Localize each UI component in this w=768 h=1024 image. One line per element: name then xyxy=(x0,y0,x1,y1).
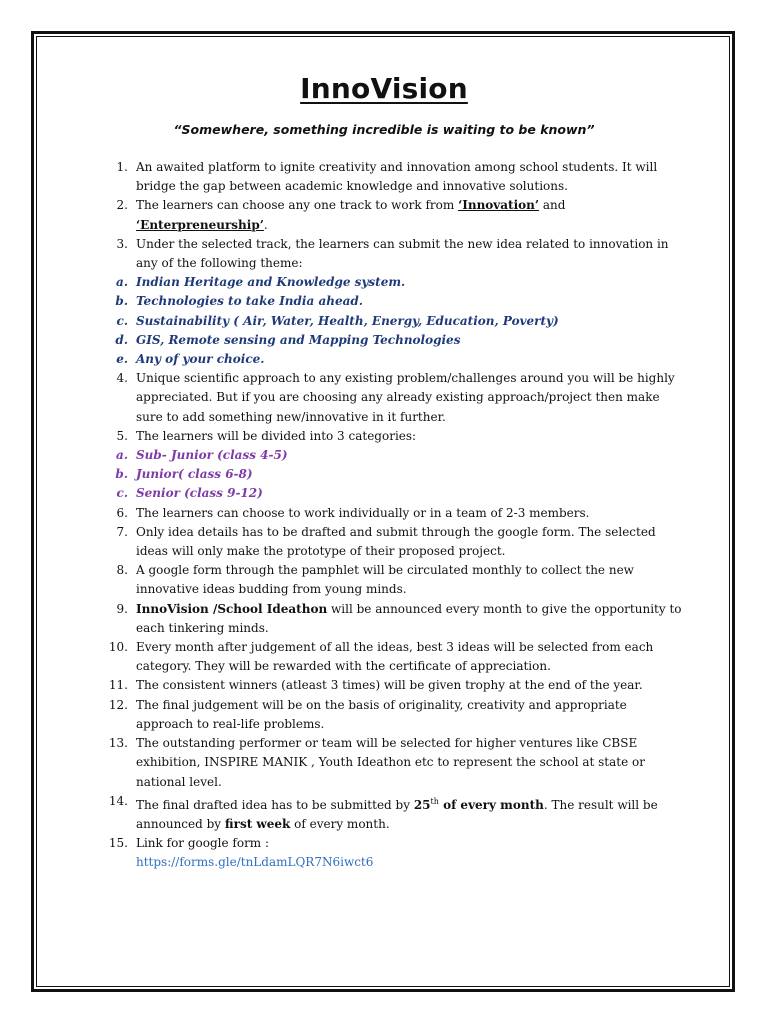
result-timing: first week xyxy=(224,816,291,831)
category-text: Senior (class 9-12) xyxy=(136,486,263,501)
ideathon-name: InnoVision /School Ideathon xyxy=(136,601,328,616)
item-text: A google form through the pamphlet will be circulated monthly to collect the new innovative ideas budding from young minds. xyxy=(136,563,634,597)
rules-list xyxy=(104,158,684,873)
list-item xyxy=(104,696,684,734)
category-item xyxy=(104,465,684,484)
list-item xyxy=(104,792,684,834)
item-number: 7. xyxy=(116,524,128,539)
theme-item xyxy=(104,312,684,331)
item-text-part: The final drafted idea has to be submitted by xyxy=(136,797,414,812)
item-text: The consistent winners (atleast 3 times) will be given trophy at the end of the year. xyxy=(136,678,643,693)
category-letter: b. xyxy=(115,467,128,482)
item-text: Under the selected track, the learners can submit the new idea related to innovation in any of the following theme: xyxy=(136,236,669,271)
item-text-part: The learners can choose any one track to work from xyxy=(136,198,459,213)
category-text: Junior( class 6-8) xyxy=(136,467,253,482)
item-text: Only idea details has to be drafted and submit through the google form. The selected ideas will only make the prototype of their proposed project. xyxy=(136,524,656,559)
category-letter: a. xyxy=(116,448,128,463)
deadline-suffix: th xyxy=(430,796,439,806)
item-text: An awaited platform to ignite creativity and innovation among school students. It will bridge the gap between academic knowledge and innovative solutions. xyxy=(136,160,658,194)
item-number: 13. xyxy=(108,736,128,751)
list-item xyxy=(104,638,684,676)
list-item xyxy=(104,834,684,872)
category-item xyxy=(104,446,684,465)
theme-item xyxy=(104,331,684,350)
theme-item xyxy=(104,273,684,292)
category-letter: c. xyxy=(116,486,128,501)
deadline-period: of every month xyxy=(438,797,544,812)
theme-item xyxy=(104,350,684,369)
list-item xyxy=(104,600,684,638)
category-item xyxy=(104,484,684,503)
item-number: 11. xyxy=(108,678,128,693)
theme-letter: b. xyxy=(115,294,128,309)
item-number: 9. xyxy=(116,601,128,616)
item-text: The final judgement will be on the basis of originality, creativity and appropriate approach to real-life problems. xyxy=(136,697,627,731)
list-item xyxy=(104,504,684,523)
item-text: Every month after judgement of all the ideas, best 3 ideas will be selected from each category. They will be rewarded with the certificate of appreciation. xyxy=(136,640,654,674)
list-item xyxy=(104,427,684,446)
deadline-day: 25 xyxy=(413,797,431,812)
item-text xyxy=(136,600,684,638)
item-text-part: will be announced every month to give the opportunity to each tinkering minds. xyxy=(136,601,682,635)
track-entrepreneurship: ‘Enterpreneurship’ xyxy=(136,217,264,232)
theme-text: Any of your choice. xyxy=(136,352,265,367)
item-number: 8. xyxy=(116,563,128,578)
theme-item xyxy=(104,292,684,311)
item-text-part: Link for google form : xyxy=(136,836,270,851)
item-number: 2. xyxy=(116,198,128,213)
theme-letter: e. xyxy=(116,352,128,367)
item-text-part: of every month. xyxy=(290,816,390,831)
theme-text: Technologies to take India ahead. xyxy=(136,294,363,309)
theme-text: Indian Heritage and Knowledge system. xyxy=(136,275,406,290)
list-item xyxy=(104,734,684,792)
item-text-part: . The result will be announced by xyxy=(136,797,658,831)
list-item xyxy=(104,676,684,695)
item-text xyxy=(136,834,684,872)
item-number: 4. xyxy=(116,371,128,386)
item-text: Unique scientific approach to any existing problem/challenges around you will be highly appreciated. But if you are choosing any already existing approach/project then make sure to add something new/innovative in it further. xyxy=(136,371,675,424)
item-number: 12. xyxy=(108,697,128,712)
theme-letter: a. xyxy=(116,275,128,290)
item-text: The learners will be divided into 3 categories: xyxy=(136,428,417,443)
list-item xyxy=(104,369,684,427)
category-text: Sub- Junior (class 4-5) xyxy=(136,448,288,463)
item-number: 15. xyxy=(108,836,128,851)
item-text xyxy=(136,792,684,834)
item-number: 6. xyxy=(116,505,128,520)
list-item xyxy=(104,158,684,196)
item-text: The outstanding performer or team will be selected for higher ventures like CBSE exhibition, INSPIRE MANIK , Youth Ideathon etc to represent the school at state or national level. xyxy=(136,736,645,789)
item-text-part: . xyxy=(263,217,268,232)
item-number: 1. xyxy=(116,160,128,174)
item-text-part: and xyxy=(539,198,566,213)
page-title: InnoVision xyxy=(300,72,468,105)
item-number: 14. xyxy=(108,793,128,808)
list-item xyxy=(104,196,684,234)
track-innovation: ‘Innovation’ xyxy=(458,198,540,213)
list-item xyxy=(104,561,684,599)
theme-text: Sustainability ( Air, Water, Health, Energy, Education, Poverty) xyxy=(136,313,559,328)
google-form-link[interactable]: https://forms.gle/tnLdamLQR7N6iwct6 xyxy=(136,855,374,870)
theme-letter: d. xyxy=(115,332,128,347)
list-item xyxy=(104,523,684,561)
item-text xyxy=(136,196,684,234)
item-number: 10. xyxy=(108,640,128,655)
item-number: 3. xyxy=(116,236,128,251)
item-number: 5. xyxy=(116,428,128,443)
item-text: The learners can choose to work individually or in a team of 2-3 members. xyxy=(136,505,590,520)
theme-text: GIS, Remote sensing and Mapping Technologies xyxy=(136,332,461,347)
theme-letter: c. xyxy=(116,313,128,328)
list-item xyxy=(104,235,684,273)
tagline: “Somewhere, something incredible is waiting to be known” xyxy=(173,122,595,137)
